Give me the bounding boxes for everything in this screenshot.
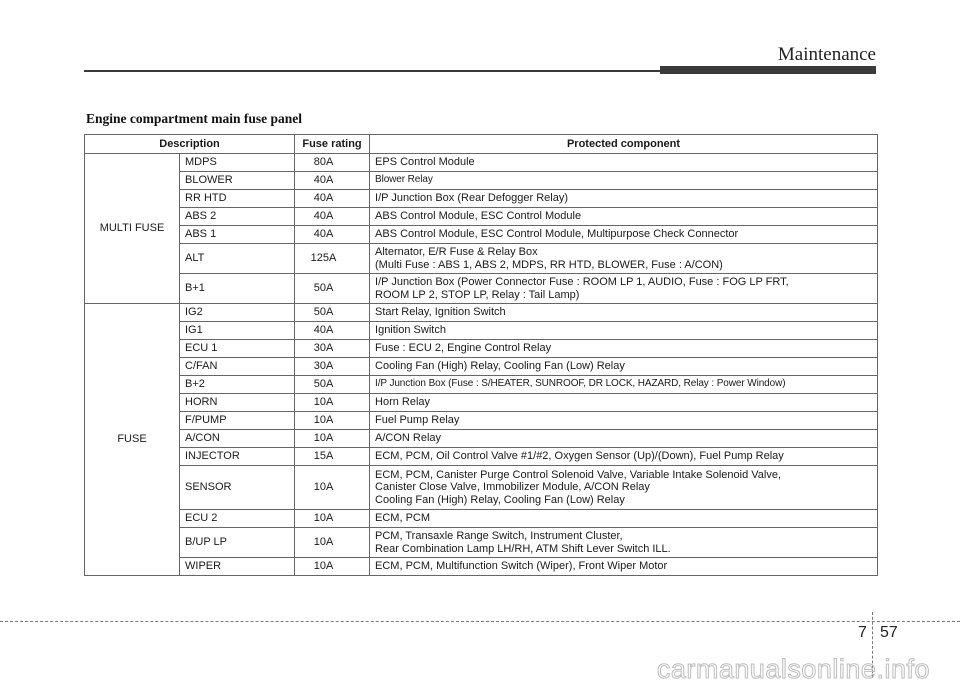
- fuse-description: ECU 2: [180, 510, 295, 528]
- group-label: FUSE: [85, 304, 180, 576]
- table-row: [85, 208, 878, 226]
- protected-component: Start Relay, Ignition Switch: [370, 304, 878, 322]
- protected-component: PCM, Transaxle Range Switch, Instrument Cluster, Rear Combination Lamp LH/RH, ATM Shift Lever Switch ILL.: [370, 528, 878, 558]
- protected-component: ABS Control Module, ESC Control Module, Multipurpose Check Connector: [370, 226, 878, 244]
- fuse-description: IG2: [180, 304, 295, 322]
- fuse-description: ALT: [180, 244, 295, 274]
- fuse-rating: 40A: [295, 322, 370, 340]
- column-header-description: Description: [85, 135, 295, 154]
- table-row: [85, 304, 878, 322]
- fuse-description: WIPER: [180, 558, 295, 576]
- table-row: [85, 244, 878, 274]
- table-row: [85, 412, 878, 430]
- fuse-rating: 40A: [295, 208, 370, 226]
- fuse-rating: 10A: [295, 558, 370, 576]
- header-rule-thin: [84, 70, 664, 72]
- fuse-description: IG1: [180, 322, 295, 340]
- fuse-description: RR HTD: [180, 190, 295, 208]
- protected-component: Alternator, E/R Fuse & Relay Box (Multi Fuse : ABS 1, ABS 2, MDPS, RR HTD, BLOWER, Fuse : A/CON): [370, 244, 878, 274]
- protected-component: Ignition Switch: [370, 322, 878, 340]
- fuse-description: ABS 2: [180, 208, 295, 226]
- table-row: [85, 322, 878, 340]
- table-row: [85, 358, 878, 376]
- page-number: 57: [880, 624, 898, 641]
- fuse-description: ECU 1: [180, 340, 295, 358]
- table-row: [85, 376, 878, 394]
- header-rule-thick: [660, 66, 876, 74]
- footer-rule: [0, 621, 960, 622]
- table-row: [85, 430, 878, 448]
- fuse-rating: 10A: [295, 466, 370, 510]
- table-row: [85, 340, 878, 358]
- table-row: [85, 172, 878, 190]
- table-row: [85, 448, 878, 466]
- fuse-table-body: [85, 154, 878, 576]
- group-label: MULTI FUSE: [85, 154, 180, 304]
- fuse-rating: 40A: [295, 172, 370, 190]
- chapter-number: 7: [858, 624, 867, 641]
- table-row: [85, 394, 878, 412]
- fuse-description: SENSOR: [180, 466, 295, 510]
- protected-component: ECM, PCM, Canister Purge Control Solenoid Valve, Variable Intake Solenoid Valve, Canister Close Valve, Immobilizer Module, A/CON Relay Cooling Fan (High) Relay, Cooling Fan (Low) Relay: [370, 466, 878, 510]
- fuse-rating: 10A: [295, 412, 370, 430]
- column-header-protected-component: Protected component: [370, 135, 878, 154]
- table-row: [85, 466, 878, 510]
- protected-component: Horn Relay: [370, 394, 878, 412]
- protected-component: ECM, PCM, Oil Control Valve #1/#2, Oxygen Sensor (Up)/(Down), Fuel Pump Relay: [370, 448, 878, 466]
- fuse-description: MDPS: [180, 154, 295, 172]
- fuse-description: INJECTOR: [180, 448, 295, 466]
- column-header-fuse-rating: Fuse rating: [295, 135, 370, 154]
- fuse-rating: 50A: [295, 304, 370, 322]
- fuse-rating: 40A: [295, 190, 370, 208]
- fuse-description: B+2: [180, 376, 295, 394]
- fuse-description: B/UP LP: [180, 528, 295, 558]
- protected-component: Blower Relay: [370, 172, 878, 190]
- protected-component: EPS Control Module: [370, 154, 878, 172]
- table-row: [85, 190, 878, 208]
- protected-component: Cooling Fan (High) Relay, Cooling Fan (Low) Relay: [370, 358, 878, 376]
- section-title: Engine compartment main fuse panel: [86, 111, 302, 126]
- fuse-table: [84, 134, 878, 576]
- fuse-rating: 125A: [295, 244, 370, 274]
- protected-component: I/P Junction Box (Rear Defogger Relay): [370, 190, 878, 208]
- fuse-rating: 50A: [295, 274, 370, 304]
- table-row: [85, 558, 878, 576]
- table-row: [85, 528, 878, 558]
- fuse-rating: 10A: [295, 510, 370, 528]
- protected-component: ABS Control Module, ESC Control Module: [370, 208, 878, 226]
- table-row: [85, 274, 878, 304]
- protected-component: ECM, PCM: [370, 510, 878, 528]
- protected-component: I/P Junction Box (Fuse : S/HEATER, SUNROOF, DR LOCK, HAZARD, Relay : Power Window): [370, 376, 878, 394]
- fuse-description: BLOWER: [180, 172, 295, 190]
- watermark: carmanualsonline.info: [656, 654, 930, 684]
- fuse-rating: 10A: [295, 430, 370, 448]
- fuse-description: B+1: [180, 274, 295, 304]
- table-row: [85, 154, 878, 172]
- fuse-rating: 30A: [295, 358, 370, 376]
- fuse-rating: 10A: [295, 394, 370, 412]
- protected-component: Fuel Pump Relay: [370, 412, 878, 430]
- fuse-rating: 80A: [295, 154, 370, 172]
- fuse-description: HORN: [180, 394, 295, 412]
- fuse-rating: 50A: [295, 376, 370, 394]
- fuse-rating: 30A: [295, 340, 370, 358]
- header-title: Maintenance: [777, 44, 876, 65]
- fuse-description: A/CON: [180, 430, 295, 448]
- protected-component: A/CON Relay: [370, 430, 878, 448]
- fuse-rating: 40A: [295, 226, 370, 244]
- fuse-description: F/PUMP: [180, 412, 295, 430]
- fuse-rating: 15A: [295, 448, 370, 466]
- protected-component: I/P Junction Box (Power Connector Fuse : ROOM LP 1, AUDIO, Fuse : FOG LP FRT, ROOM LP 2, STOP LP, Relay : Tail Lamp): [370, 274, 878, 304]
- table-row: [85, 510, 878, 528]
- table-row: [85, 226, 878, 244]
- fuse-description: ABS 1: [180, 226, 295, 244]
- table-header-row: [85, 135, 878, 154]
- protected-component: Fuse : ECU 2, Engine Control Relay: [370, 340, 878, 358]
- fuse-description: C/FAN: [180, 358, 295, 376]
- protected-component: ECM, PCM, Multifunction Switch (Wiper), Front Wiper Motor: [370, 558, 878, 576]
- fuse-rating: 10A: [295, 528, 370, 558]
